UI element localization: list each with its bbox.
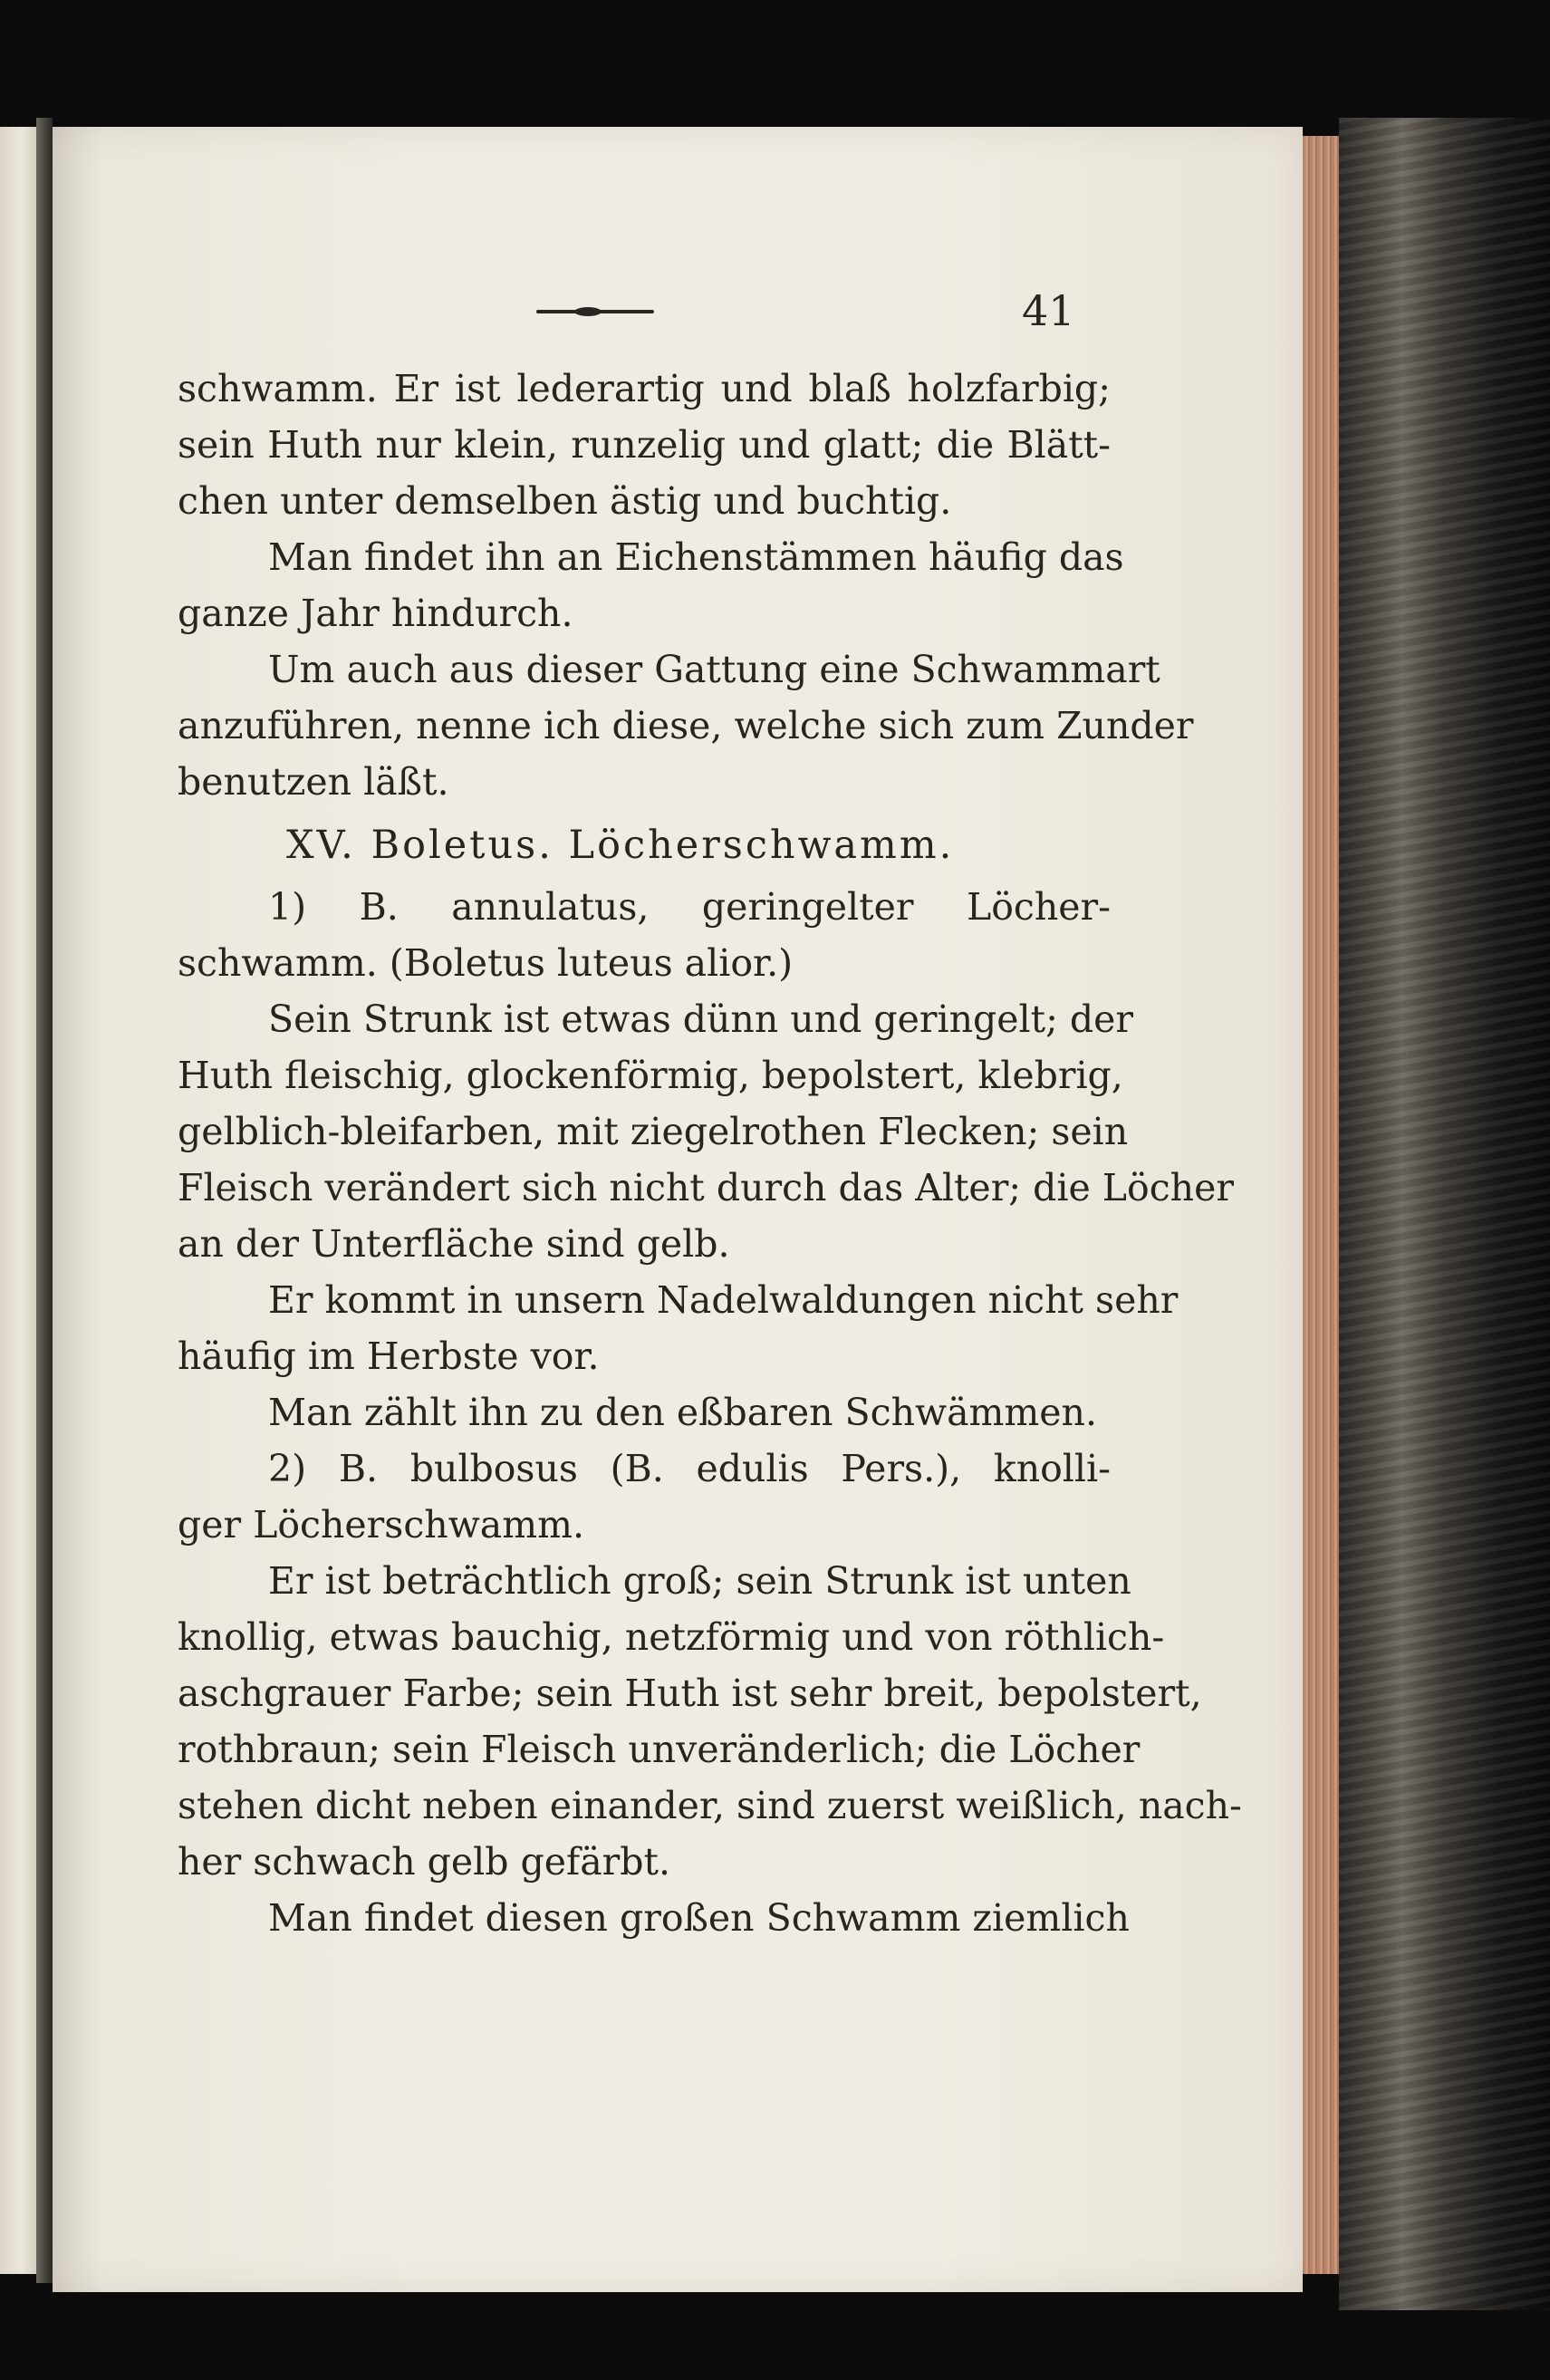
text-line: stehen dicht neben einander, sind zuerst weißlich, nach-: [178, 1784, 1242, 1827]
text-line: Sein Strunk ist etwas dünn und geringelt; der: [268, 997, 1134, 1041]
text-line: 1) B. annulatus, geringelter Löcher-: [268, 885, 1111, 929]
text-line: Man findet diesen großen Schwamm ziemlich: [268, 1896, 1130, 1940]
text-line: knollig, etwas bauchig, netzförmig und von röthlich-: [178, 1615, 1165, 1659]
text-line: Fleisch verändert sich nicht durch das Alter; die Löcher: [178, 1166, 1234, 1209]
book-cover-edge: [1339, 118, 1550, 2310]
text-line: gelblich-bleifarben, mit ziegelrothen Flecken; sein: [178, 1110, 1129, 1153]
text-line: an der Unterfläche sind gelb.: [178, 1222, 730, 1266]
text-line: chen unter demselben ästig und buchtig.: [178, 479, 952, 523]
page-block-edge: [1303, 136, 1339, 2274]
left-page-edge: [0, 127, 36, 2274]
text-line: schwamm. (Boletus luteus alior.): [178, 941, 794, 985]
page-text: [178, 361, 1242, 1946]
text-line: benutzen läßt.: [178, 760, 449, 804]
section-heading: XV. Boletus. Löcherschwamm.: [286, 823, 955, 868]
text-line: ganze Jahr hindurch.: [178, 592, 573, 635]
text-line: ger Löcherschwamm.: [178, 1503, 585, 1547]
text-line: anzuführen, nenne ich diese, welche sich zum Zunder: [178, 704, 1194, 747]
text-line: Er ist beträchtlich groß; sein Strunk ist unten: [268, 1559, 1131, 1603]
text-line: 2) B. bulbosus (B. edulis Pers.), knolli-: [268, 1447, 1111, 1490]
text-line: Man findet ihn an Eichenstämmen häufig das: [268, 535, 1124, 579]
text-line: sein Huth nur klein, runzelig und glatt; die Blätt-: [178, 423, 1111, 467]
text-line: Man zählt ihn zu den eßbaren Schwämmen.: [268, 1391, 1097, 1434]
text-line: her schwach gelb gefärbt.: [178, 1840, 671, 1884]
page-number: 41: [1022, 286, 1075, 335]
text-line: Huth fleischig, glockenförmig, bepolstert, klebrig,: [178, 1054, 1123, 1097]
text-line: schwamm. Er ist lederartig und blaß holzfarbig;: [178, 367, 1111, 410]
header-ornament-rule: [536, 310, 654, 313]
text-line: aschgrauer Farbe; sein Huth ist sehr breit, bepolstert,: [178, 1672, 1202, 1715]
text-line: häufig im Herbste vor.: [178, 1335, 600, 1378]
book-gutter: [36, 118, 53, 2283]
text-line: rothbraun; sein Fleisch unveränderlich; die Löcher: [178, 1728, 1141, 1771]
text-line: Er kommt in unsern Nadelwaldungen nicht sehr: [268, 1278, 1179, 1322]
text-line: Um auch aus dieser Gattung eine Schwammart: [268, 648, 1160, 691]
